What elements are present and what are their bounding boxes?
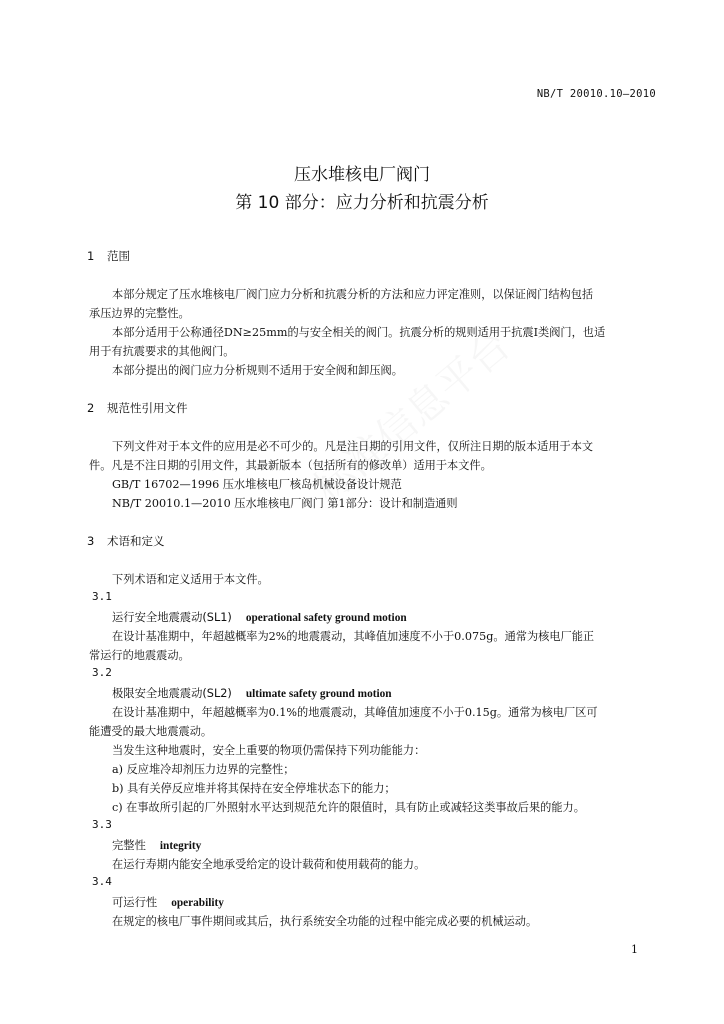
document-title: 压水堆核电厂阀门 bbox=[294, 165, 430, 185]
term-cn: 可运行性 bbox=[112, 896, 158, 909]
paragraph-line: 件。凡是不注日期的引用文件，其最新版本（包括所有的修改单）适用于本文件。 bbox=[89, 459, 492, 472]
definition-line: 在设计基准期中，年超越概率为0.1%的地震震动，其峰值加速度不小于0.15g。通常为核电厂区可 bbox=[112, 706, 598, 719]
definition-line: 在设计基准期中，年超越概率为2%的地震震动，其峰值加速度不小于0.075g。通常为核电厂能正 bbox=[112, 630, 595, 643]
standard-code: NB/T 20010.10—2010 bbox=[536, 88, 656, 100]
paragraph-line: 本部分规定了压水堆核电厂阀门应力分析和抗震分析的方法和应力评定准则，以保证阀门结构包括 bbox=[112, 288, 594, 301]
list-item-b: b) 具有关停反应堆并将其保持在安全停堆状态下的能力； bbox=[112, 782, 396, 795]
term-en: operational safety ground motion bbox=[245, 612, 407, 624]
paragraph-line: 承压边界的完整性。 bbox=[89, 307, 190, 320]
page-number: 1 bbox=[631, 943, 638, 956]
section-1-heading bbox=[87, 248, 130, 264]
definition-line: 能遭受的最大地震震动。 bbox=[89, 725, 213, 738]
section-3-heading bbox=[87, 533, 165, 549]
list-item-a: a) 反应堆冷却剂压力边界的完整性； bbox=[112, 763, 295, 776]
term-en: integrity bbox=[159, 840, 202, 852]
term-number: 3.4 bbox=[92, 875, 112, 888]
term-number: 3.3 bbox=[92, 818, 112, 831]
section-title: 范围 bbox=[107, 249, 130, 263]
definition-line: 常运行的地震震动。 bbox=[89, 649, 190, 662]
section-title: 规范性引用文件 bbox=[107, 401, 188, 415]
section-number: 2 bbox=[87, 401, 95, 415]
term-number: 3.1 bbox=[92, 590, 112, 603]
term-cn: 运行安全地震震动(SL1) bbox=[112, 611, 232, 624]
section-title: 术语和定义 bbox=[107, 534, 165, 548]
term-number: 3.2 bbox=[92, 666, 112, 679]
definition-line: 当发生这种地震时，安全上重要的物项仍需保持下列功能能力： bbox=[112, 744, 426, 757]
paragraph-line: 用于有抗震要求的其他阀门。 bbox=[89, 345, 235, 358]
term-heading bbox=[112, 837, 201, 853]
term-heading bbox=[112, 685, 392, 701]
definition-line: 在运行寿期内能安全地承受给定的设计载荷和使用载荷的能力。 bbox=[112, 858, 426, 871]
paragraph-line: 下列文件对于本文件的应用是必不可少的。凡是注日期的引用文件，仅所注日期的版本适用于本文 bbox=[112, 440, 594, 453]
paragraph-line: 本部分适用于公称通径DN≥25mm的与安全相关的阀门。抗震分析的规则适用于抗震I类阀门，也适 bbox=[112, 326, 606, 339]
paragraph-line: 下列术语和定义适用于本文件。 bbox=[112, 573, 269, 586]
section-number: 1 bbox=[87, 249, 95, 263]
section-number: 3 bbox=[87, 534, 95, 548]
reference-item: GB/T 16702—1996 压水堆核电厂核岛机械设备设计规范 bbox=[112, 478, 402, 491]
section-2-heading bbox=[87, 400, 188, 416]
term-en: operability bbox=[171, 897, 224, 909]
term-heading bbox=[112, 609, 407, 625]
definition-line: 在规定的核电厂事件期间或其后，执行系统安全功能的过程中能完成必要的机械运动。 bbox=[112, 915, 538, 928]
term-en: ultimate safety ground motion bbox=[245, 688, 392, 700]
term-cn: 极限安全地震震动(SL2) bbox=[112, 687, 232, 700]
term-heading bbox=[112, 894, 224, 910]
paragraph-line: 本部分提出的阀门应力分析规则不适用于安全阀和卸压阀。 bbox=[112, 364, 403, 377]
list-item-c: c) 在事故所引起的厂外照射水平达到规范允许的限值时，具有防止或减轻这类事故后果的能力。 bbox=[112, 801, 585, 814]
document-subtitle: 第 10 部分：应力分析和抗震分析 bbox=[235, 193, 489, 213]
reference-item: NB/T 20010.1—2010 压水堆核电厂阀门 第1部分：设计和制造通则 bbox=[112, 497, 458, 510]
term-cn: 完整性 bbox=[112, 839, 146, 852]
